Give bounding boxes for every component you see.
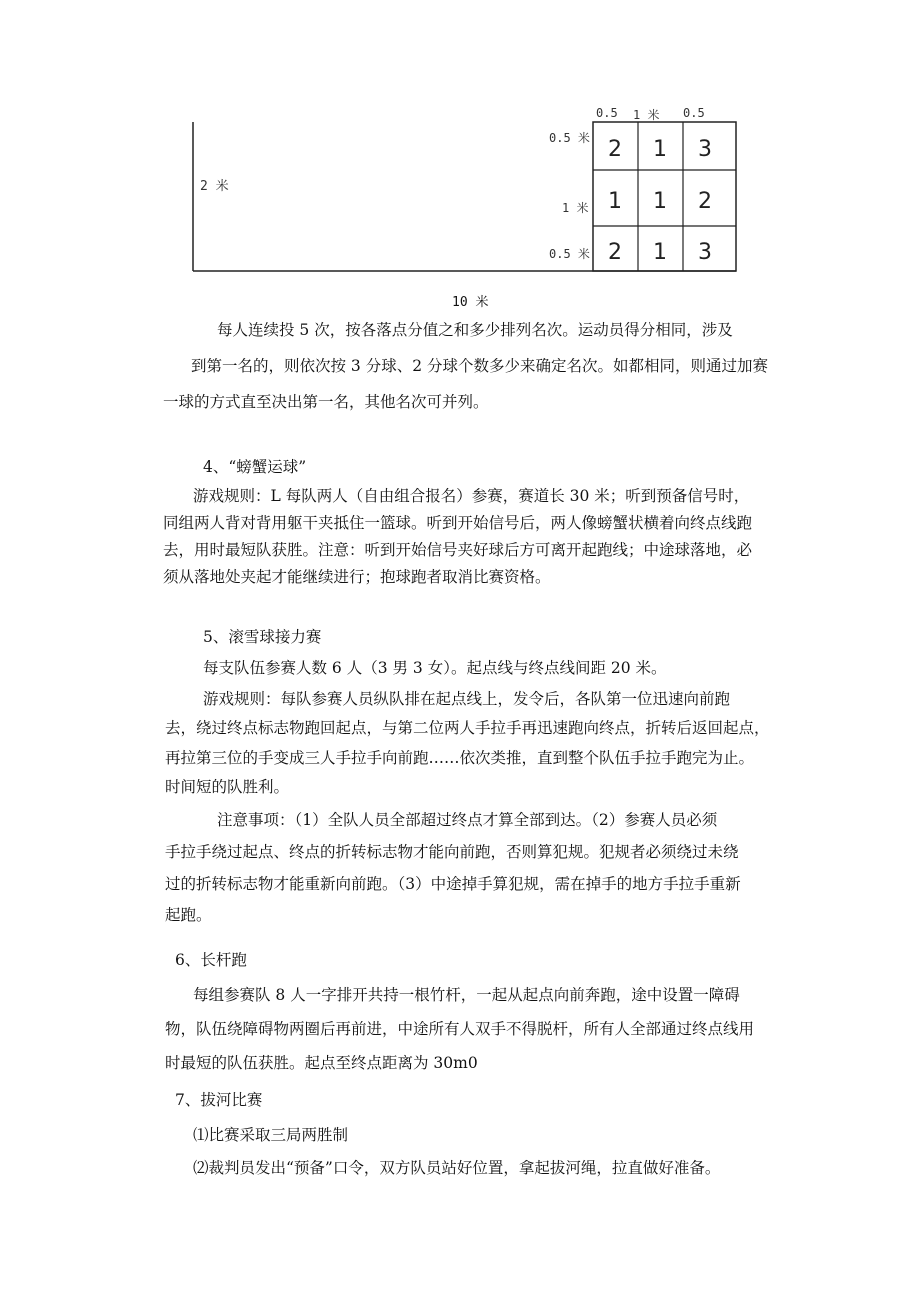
section-heading: 5、滚雪球接力赛	[203, 628, 322, 646]
paragraph-line: ⑴比赛采取三局两胜制	[193, 1126, 349, 1144]
bottom-label: 10 米	[452, 295, 489, 310]
paragraph-line: 一球的方式直至决出第一名，其他名次可并列。	[163, 393, 489, 411]
grid-cell: 1	[653, 189, 667, 214]
paragraph-line: 再拉第三位的手变成三人手拉手向前跑……依次类推，直到整个队伍手拉手跑完为止。	[165, 749, 755, 767]
section-heading: 4、“螃蟹运球”	[203, 458, 307, 476]
grid-cell: 1	[653, 240, 667, 265]
top-label: 0.5	[683, 106, 705, 120]
paragraph-line: 游戏规则：L 每队两人（自由组合报名）参赛，赛道长 30 米；听到预备信号时，	[193, 487, 750, 505]
paragraph-line: 过的折转标志物才能重新向前跑。（3）中途掉手算犯规，需在掉手的地方手拉手重新	[165, 875, 741, 893]
grid-cell: 2	[608, 240, 622, 265]
grid-cell: 3	[698, 240, 712, 265]
paragraph-line: 手拉手绕过起点、终点的折转标志物才能向前跑，否则算犯规。犯规者必须绕过未绕	[165, 843, 739, 861]
grid-cell: 1	[653, 137, 667, 162]
paragraph-line: 时间短的队胜利。	[165, 778, 290, 796]
grid-cell: 2	[698, 189, 712, 214]
paragraph-line: 每支队伍参赛人数 6 人（3 男 3 女）。起点线与终点线间距 20 米。	[203, 659, 667, 677]
section-heading: 7、拔河比赛	[175, 1091, 263, 1109]
row-label: 1 米	[562, 201, 589, 215]
top-label: 1 米	[633, 108, 660, 122]
row-label: 0.5 米	[549, 247, 590, 261]
top-label: 0.5	[596, 106, 618, 120]
paragraph-line: 每组参赛队 8 人一字排开共持一根竹杆，一起从起点向前奔跑，途中设置一障碍	[193, 986, 740, 1004]
court-lines	[0, 0, 920, 320]
paragraph-line: 起跑。	[165, 906, 212, 924]
grid-cell: 2	[608, 137, 622, 162]
paragraph-line: 时最短的队伍获胜。起点至终点距离为 30m0	[165, 1054, 478, 1072]
section-heading: 6、长杆跑	[175, 951, 247, 969]
paragraph-line: 物，队伍绕障碍物两圈后再前进，中途所有人双手不得脱杆，所有人全部通过终点线用	[165, 1020, 755, 1038]
paragraph-line: 去，绕过终点标志物跑回起点，与第二位两人手拉手再迅速跑向终点，折转后返回起点，	[165, 719, 770, 737]
grid-cell: 1	[608, 189, 622, 214]
paragraph-line: 同组两人背对背用躯干夹抵住一篮球。听到开始信号后，两人像螃蟹状横着向终点线跑	[163, 514, 753, 532]
paragraph-line: 游戏规则：每队参赛人员纵队排在起点线上，发令后，各队第一位迅速向前跑	[203, 690, 731, 708]
paragraph-line: 去，用时最短队获胜。注意：听到开始信号夹好球后方可离开起跑线；中途球落地，必	[163, 541, 753, 559]
paragraph-line: 到第一名的，则依次按 3 分球、2 分球个数多少来确定名次。如都相同，则通过加赛	[191, 357, 769, 375]
grid-cell: 3	[698, 137, 712, 162]
paragraph-line: 须从落地处夹起才能继续进行；抱球跑者取消比赛资格。	[163, 568, 551, 586]
paragraph-line: 每人连续投 5 次，按各落点分值之和多少排列名次。运动员得分相同，涉及	[217, 321, 733, 339]
row-label: 0.5 米	[549, 131, 590, 145]
paragraph-line: 注意事项：（1）全队人员全部超过终点才算全部到达。（2）参赛人员必须	[217, 811, 718, 829]
paragraph-line: ⑵裁判员发出“预备”口令，双方队员站好位置，拿起拔河绳，拉直做好准备。	[193, 1159, 721, 1177]
side-label: 2 米	[200, 179, 229, 194]
